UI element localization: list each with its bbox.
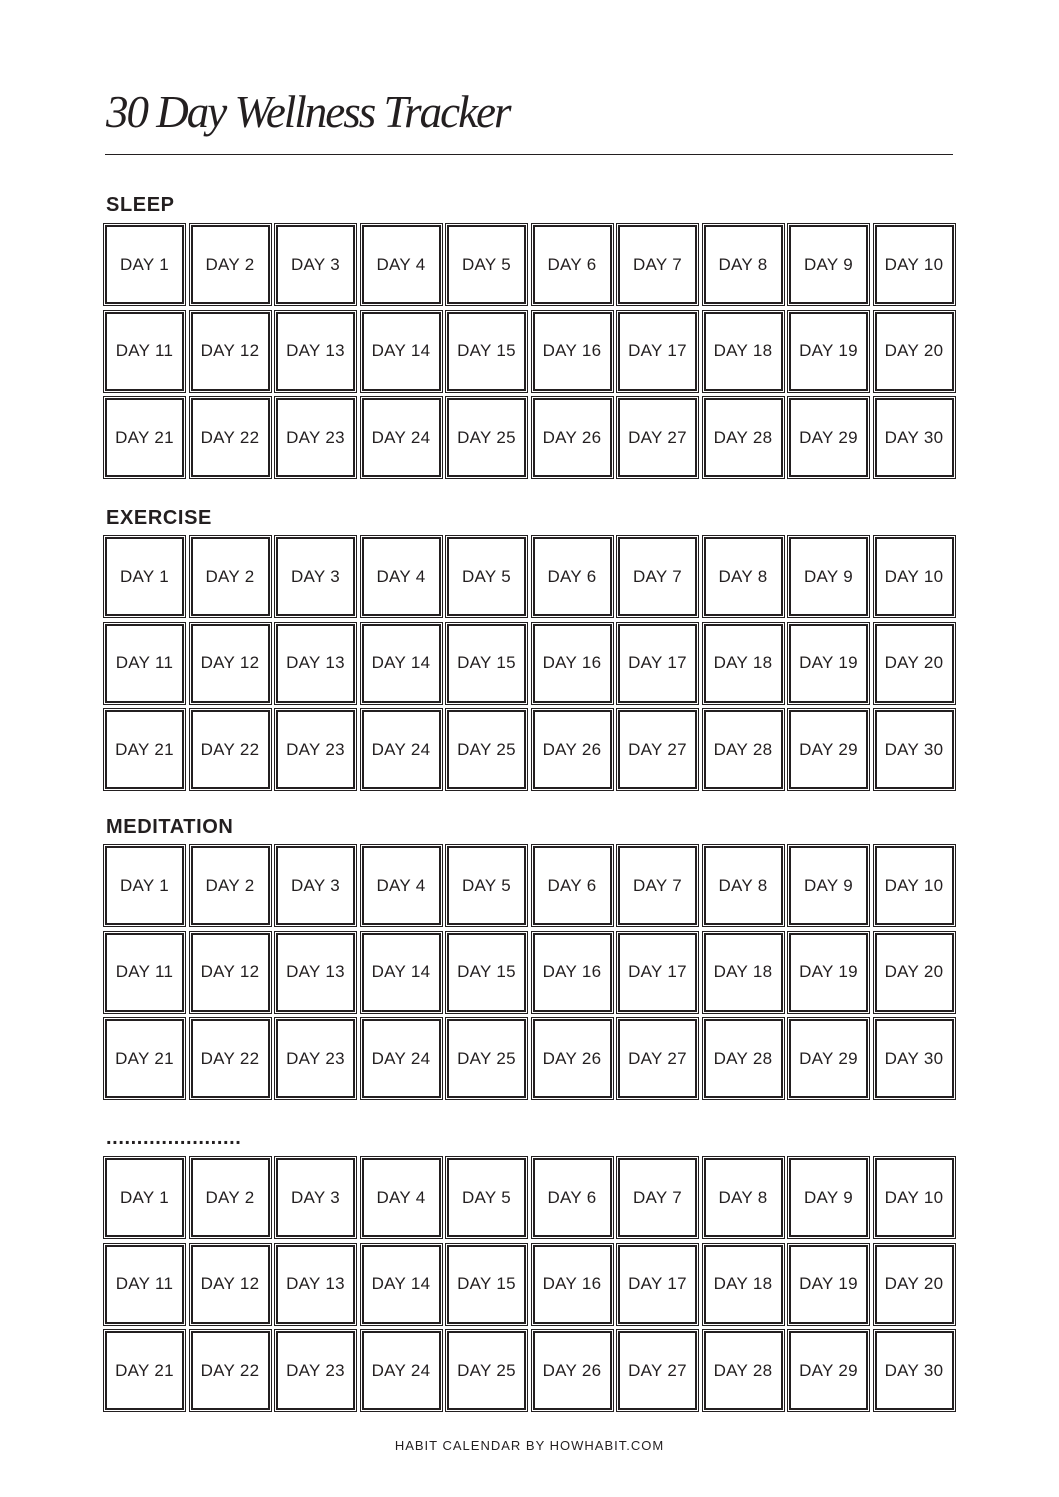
day-cell[interactable]: DAY 6 bbox=[533, 1158, 612, 1237]
day-cell[interactable]: DAY 18 bbox=[704, 312, 783, 391]
day-cell[interactable]: DAY 12 bbox=[191, 624, 270, 703]
day-cell[interactable]: DAY 17 bbox=[618, 933, 697, 1012]
day-cell[interactable]: DAY 17 bbox=[618, 1245, 697, 1324]
day-cell[interactable]: DAY 29 bbox=[789, 710, 868, 789]
day-cell[interactable]: DAY 26 bbox=[533, 1019, 612, 1098]
day-cell[interactable]: DAY 28 bbox=[704, 1331, 783, 1410]
day-cell[interactable]: DAY 3 bbox=[276, 537, 355, 616]
day-cell[interactable]: DAY 29 bbox=[789, 1019, 868, 1098]
section-label-meditation: MEDITATION bbox=[106, 816, 234, 838]
day-cell[interactable]: DAY 24 bbox=[362, 398, 441, 477]
day-cell[interactable]: DAY 11 bbox=[105, 1245, 184, 1324]
day-cell[interactable]: DAY 21 bbox=[105, 398, 184, 477]
day-cell[interactable]: DAY 17 bbox=[618, 624, 697, 703]
day-cell[interactable]: DAY 6 bbox=[533, 846, 612, 925]
day-cell[interactable]: DAY 20 bbox=[875, 1245, 954, 1324]
day-cell[interactable]: DAY 13 bbox=[276, 312, 355, 391]
day-grid-sleep bbox=[105, 225, 954, 477]
day-cell[interactable]: DAY 21 bbox=[105, 710, 184, 789]
day-grid-custom bbox=[105, 1158, 954, 1410]
day-cell[interactable]: DAY 7 bbox=[618, 225, 697, 304]
day-cell[interactable]: DAY 27 bbox=[618, 398, 697, 477]
day-cell[interactable]: DAY 4 bbox=[362, 846, 441, 925]
day-cell[interactable]: DAY 1 bbox=[105, 537, 184, 616]
day-cell[interactable]: DAY 7 bbox=[618, 537, 697, 616]
day-cell[interactable]: DAY 30 bbox=[875, 398, 954, 477]
day-cell[interactable]: DAY 4 bbox=[362, 537, 441, 616]
day-cell[interactable]: DAY 24 bbox=[362, 710, 441, 789]
day-cell[interactable]: DAY 22 bbox=[191, 398, 270, 477]
day-cell[interactable]: DAY 23 bbox=[276, 710, 355, 789]
day-cell[interactable]: DAY 3 bbox=[276, 846, 355, 925]
footer-credit: HABIT CALENDAR BY HOWHABIT.COM bbox=[394, 1438, 665, 1453]
day-cell[interactable]: DAY 29 bbox=[789, 398, 868, 477]
day-cell[interactable]: DAY 11 bbox=[105, 624, 184, 703]
day-cell[interactable]: DAY 8 bbox=[704, 846, 783, 925]
day-cell[interactable]: DAY 9 bbox=[789, 846, 868, 925]
day-grid-meditation bbox=[105, 846, 954, 1098]
day-cell[interactable]: DAY 1 bbox=[105, 1158, 184, 1237]
day-cell[interactable]: DAY 28 bbox=[704, 1019, 783, 1098]
day-cell[interactable]: DAY 11 bbox=[105, 312, 184, 391]
day-cell[interactable]: DAY 26 bbox=[533, 1331, 612, 1410]
day-cell[interactable]: DAY 12 bbox=[191, 933, 270, 1012]
day-cell[interactable]: DAY 10 bbox=[875, 225, 954, 304]
day-cell[interactable]: DAY 14 bbox=[362, 312, 441, 391]
day-cell[interactable]: DAY 4 bbox=[362, 225, 441, 304]
day-cell[interactable]: DAY 14 bbox=[362, 1245, 441, 1324]
day-cell[interactable]: DAY 3 bbox=[276, 225, 355, 304]
day-cell[interactable]: DAY 30 bbox=[875, 710, 954, 789]
day-cell[interactable]: DAY 11 bbox=[105, 933, 184, 1012]
day-cell[interactable]: DAY 14 bbox=[362, 933, 441, 1012]
day-cell[interactable]: DAY 9 bbox=[789, 1158, 868, 1237]
day-cell[interactable]: DAY 16 bbox=[533, 933, 612, 1012]
day-cell[interactable]: DAY 2 bbox=[191, 1158, 270, 1237]
day-cell[interactable]: DAY 21 bbox=[105, 1019, 184, 1098]
day-cell[interactable]: DAY 7 bbox=[618, 1158, 697, 1237]
day-cell[interactable]: DAY 3 bbox=[276, 1158, 355, 1237]
day-cell[interactable]: DAY 22 bbox=[191, 1331, 270, 1410]
day-cell[interactable]: DAY 4 bbox=[362, 1158, 441, 1237]
day-cell[interactable]: DAY 8 bbox=[704, 225, 783, 304]
day-cell[interactable]: DAY 25 bbox=[447, 398, 526, 477]
day-cell[interactable]: DAY 24 bbox=[362, 1331, 441, 1410]
day-cell[interactable]: DAY 26 bbox=[533, 398, 612, 477]
day-cell[interactable]: DAY 14 bbox=[362, 624, 441, 703]
day-cell[interactable]: DAY 1 bbox=[105, 225, 184, 304]
day-cell[interactable]: DAY 26 bbox=[533, 710, 612, 789]
day-cell[interactable]: DAY 22 bbox=[191, 710, 270, 789]
day-cell[interactable]: DAY 30 bbox=[875, 1019, 954, 1098]
day-cell[interactable]: DAY 28 bbox=[704, 710, 783, 789]
day-cell[interactable]: DAY 18 bbox=[704, 933, 783, 1012]
day-cell[interactable]: DAY 20 bbox=[875, 933, 954, 1012]
section-label-exercise: EXERCISE bbox=[106, 507, 212, 529]
day-cell[interactable]: DAY 17 bbox=[618, 312, 697, 391]
day-cell[interactable]: DAY 10 bbox=[875, 1158, 954, 1237]
day-cell[interactable]: DAY 15 bbox=[447, 624, 526, 703]
day-cell[interactable]: DAY 10 bbox=[875, 846, 954, 925]
day-cell[interactable]: DAY 7 bbox=[618, 846, 697, 925]
day-cell[interactable]: DAY 27 bbox=[618, 710, 697, 789]
day-cell[interactable]: DAY 20 bbox=[875, 624, 954, 703]
day-cell[interactable]: DAY 8 bbox=[704, 1158, 783, 1237]
day-cell[interactable]: DAY 16 bbox=[533, 624, 612, 703]
day-cell[interactable]: DAY 16 bbox=[533, 1245, 612, 1324]
day-cell[interactable]: DAY 23 bbox=[276, 1331, 355, 1410]
day-cell[interactable]: DAY 13 bbox=[276, 1245, 355, 1324]
day-cell[interactable]: DAY 28 bbox=[704, 398, 783, 477]
day-cell[interactable]: DAY 12 bbox=[191, 312, 270, 391]
day-cell[interactable]: DAY 24 bbox=[362, 1019, 441, 1098]
day-cell[interactable]: DAY 10 bbox=[875, 537, 954, 616]
day-cell[interactable]: DAY 13 bbox=[276, 624, 355, 703]
day-cell[interactable]: DAY 9 bbox=[789, 537, 868, 616]
day-cell[interactable]: DAY 23 bbox=[276, 1019, 355, 1098]
day-cell[interactable]: DAY 2 bbox=[191, 846, 270, 925]
day-cell[interactable]: DAY 5 bbox=[447, 846, 526, 925]
day-cell[interactable]: DAY 27 bbox=[618, 1331, 697, 1410]
day-cell[interactable]: DAY 19 bbox=[789, 624, 868, 703]
day-cell[interactable]: DAY 8 bbox=[704, 537, 783, 616]
day-cell[interactable]: DAY 21 bbox=[105, 1331, 184, 1410]
day-cell[interactable]: DAY 30 bbox=[875, 1331, 954, 1410]
day-cell[interactable]: DAY 19 bbox=[789, 933, 868, 1012]
day-cell[interactable]: DAY 2 bbox=[191, 225, 270, 304]
day-grid-exercise bbox=[105, 537, 954, 789]
section-label-sleep: SLEEP bbox=[106, 194, 175, 216]
day-cell[interactable]: DAY 6 bbox=[533, 537, 612, 616]
day-cell[interactable]: DAY 19 bbox=[789, 1245, 868, 1324]
day-cell[interactable]: DAY 15 bbox=[447, 933, 526, 1012]
day-cell[interactable]: DAY 2 bbox=[191, 537, 270, 616]
day-cell[interactable]: DAY 23 bbox=[276, 398, 355, 477]
day-cell[interactable]: DAY 19 bbox=[789, 312, 868, 391]
day-cell[interactable]: DAY 1 bbox=[105, 846, 184, 925]
day-cell[interactable]: DAY 15 bbox=[447, 1245, 526, 1324]
day-cell[interactable]: DAY 29 bbox=[789, 1331, 868, 1410]
day-cell[interactable]: DAY 13 bbox=[276, 933, 355, 1012]
day-cell[interactable]: DAY 5 bbox=[447, 537, 526, 616]
section-label-custom: ...................... bbox=[106, 1127, 242, 1149]
day-cell[interactable]: DAY 5 bbox=[447, 225, 526, 304]
day-cell[interactable]: DAY 18 bbox=[704, 1245, 783, 1324]
page-title: 30 Day Wellness Tracker bbox=[106, 87, 510, 137]
day-cell[interactable]: DAY 15 bbox=[447, 312, 526, 391]
day-cell[interactable]: DAY 22 bbox=[191, 1019, 270, 1098]
day-cell[interactable]: DAY 25 bbox=[447, 1019, 526, 1098]
day-cell[interactable]: DAY 9 bbox=[789, 225, 868, 304]
day-cell[interactable]: DAY 12 bbox=[191, 1245, 270, 1324]
day-cell[interactable]: DAY 25 bbox=[447, 1331, 526, 1410]
day-cell[interactable]: DAY 16 bbox=[533, 312, 612, 391]
day-cell[interactable]: DAY 5 bbox=[447, 1158, 526, 1237]
day-cell[interactable]: DAY 25 bbox=[447, 710, 526, 789]
day-cell[interactable]: DAY 20 bbox=[875, 312, 954, 391]
day-cell[interactable]: DAY 27 bbox=[618, 1019, 697, 1098]
day-cell[interactable]: DAY 18 bbox=[704, 624, 783, 703]
title-divider bbox=[105, 154, 953, 155]
day-cell[interactable]: DAY 6 bbox=[533, 225, 612, 304]
